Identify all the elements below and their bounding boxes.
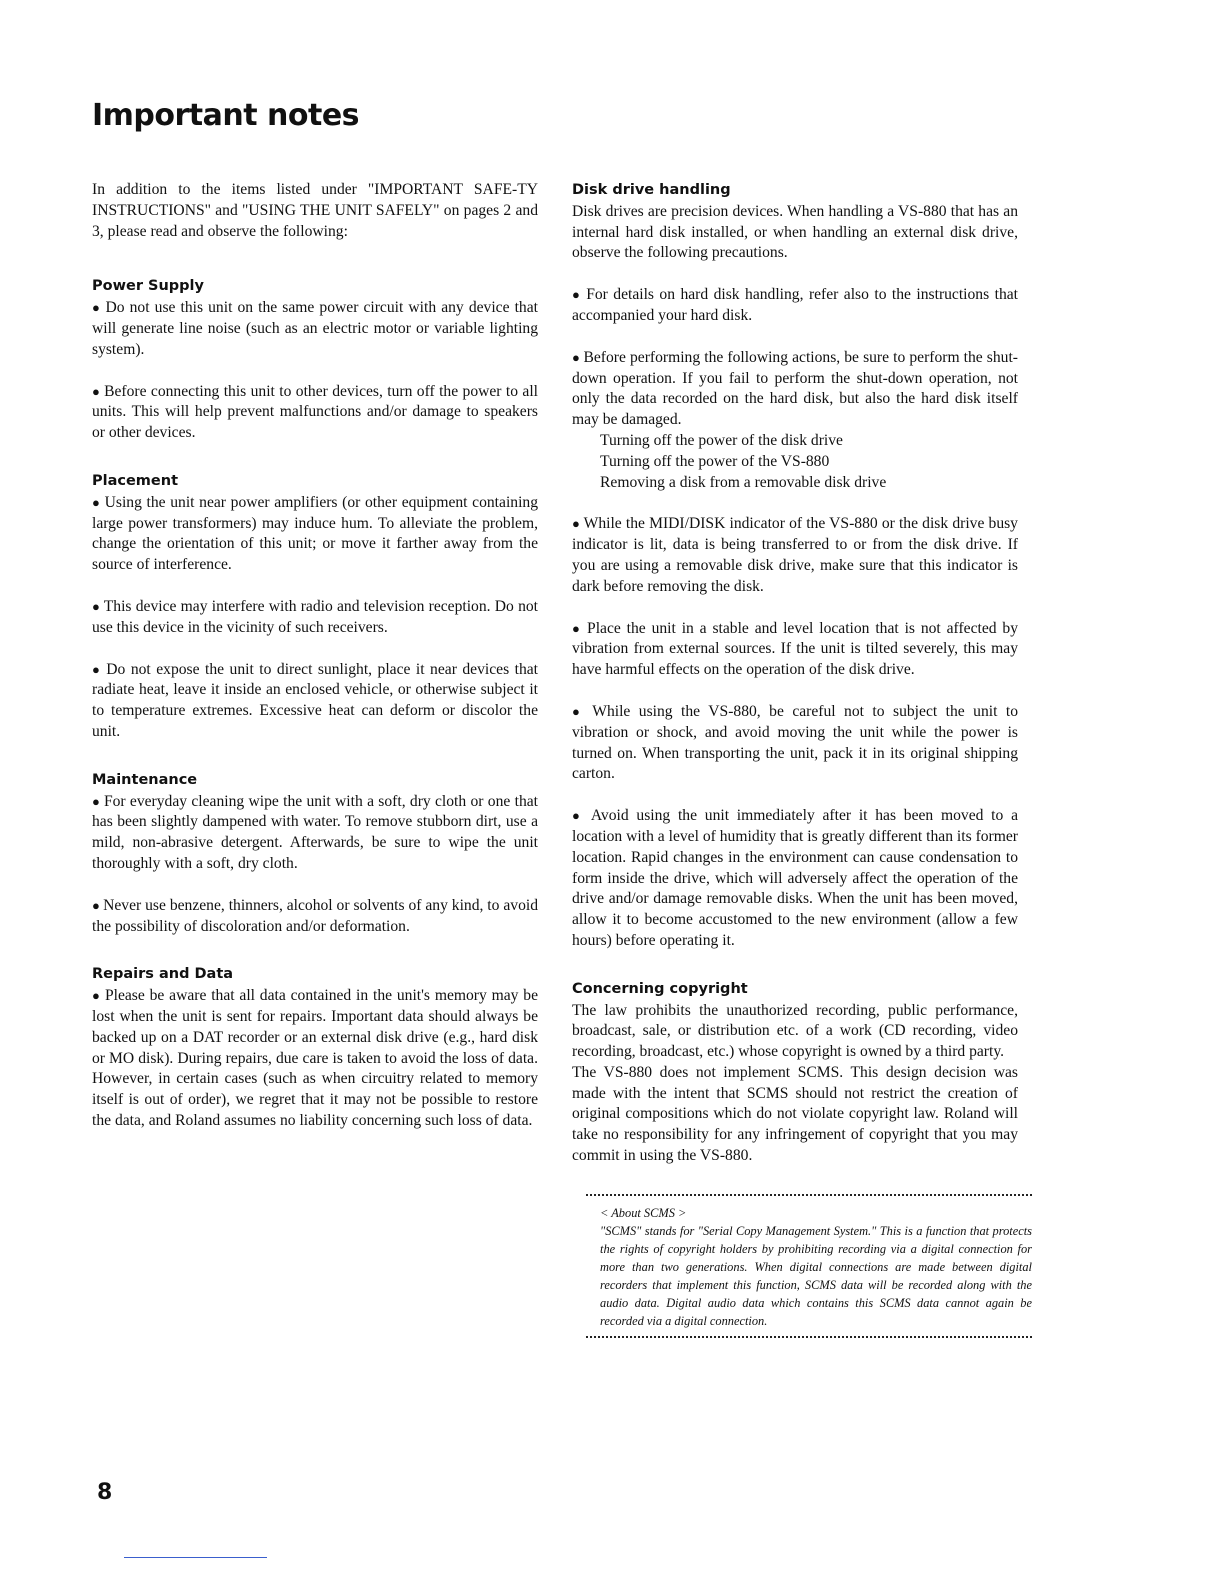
intro-paragraph: In addition to the items listed under "IMPORTANT SAFE-TY INSTRUCTIONS" and "USING THE UNIT SAFELY" on pages 2 and 3, please read and observe the following:: [92, 181, 538, 240]
section-maintenance: [92, 770, 538, 938]
page-number: 8: [97, 1480, 113, 1505]
bullet-paragraph: ● While the MIDI/DISK indicator of the VS-880 or the disk drive busy indicator is lit, data is being transferred to or from the disk drive. If you are using a removable disk drive, make sure that this indicator is dark before removing the disk.: [572, 514, 1018, 597]
scms-note-body: "SCMS" stands for "Serial Copy Management System." This is a function that protects the rights of copyright holders by prohibiting recording via a digital connection for more than two generations. When digital connections are made between digital recorders that implement this function, SCMS data will be recorded along with the audio data. Digital audio data which contains this SCMS data cannot again be recorded via a digital connection.: [600, 1223, 1032, 1328]
left-column: [92, 180, 538, 1159]
action-list: [572, 431, 1018, 493]
bullet-paragraph: ● Using the unit near power amplifiers (or other equipment containing large power transformers) may induce hum. To alleviate the problem, change the orientation of this unit; or move it farther away from the source of interference.: [92, 493, 538, 576]
bullet-paragraph: ● Do not use this unit on the same power circuit with any device that will generate line noise (such as an electric motor or variable lighting system).: [92, 298, 538, 360]
bullet-paragraph: ● Place the unit in a stable and level location that is not affected by vibration from external sources. If the unit is tilted severely, this may have harmful effects on the operation of the disk drive.: [572, 619, 1018, 681]
scms-note-box: [586, 1194, 1032, 1338]
disk-intro: Disk drives are precision devices. When handling a VS-880 that has an internal hard disk installed, or when handling an external disk drive, observe the following precautions.: [572, 202, 1018, 262]
bullet-paragraph: ● For everyday cleaning wipe the unit with a soft, dry cloth or one that has been slightly dampened with water. To remove stubborn dirt, use a mild, non-abrasive detergent. Afterwards, be sure to wipe the unit thoroughly with a soft, dry cloth.: [92, 792, 538, 875]
bullet-paragraph: ● Never use benzene, thinners, alcohol or solvents of any kind, to avoid the possibility of discoloration and/or deformation.: [92, 896, 538, 938]
bullet-paragraph: ● This device may interfere with radio and television reception. Do not use this device in the vicinity of such receivers.: [92, 597, 538, 639]
section-repairs-and-data: [92, 964, 538, 1131]
section-heading: Concerning copyright: [572, 980, 748, 997]
section-copyright: [572, 979, 1018, 1167]
bullet-paragraph: ● Avoid using the unit immediately after it has been moved to a location with a level of humidity that is greatly different than its former location. Rapid changes in the environment can cause condensation to form inside the drive, which will adversely affect the operation of the drive and/or damage removable disks. When the unit has been moved, allow it to become accustomed to the new environment (allow a few hours) before operating it.: [572, 806, 1018, 952]
copyright-paragraph: The VS-880 does not implement SCMS. This design decision was made with the intent that SCMS should not restrict the creation of original compositions which do not violate copyright law. Roland will take no responsibility for any infringement of copyright that you may commit in using the VS-880.: [572, 1063, 1018, 1165]
bullet-paragraph: ● Please be aware that all data contained in the unit's memory may be lost when the unit is sent for repairs. Important data should always be backed up on a DAT recorder or an external disk drive (e.g., hard disk or MO disk). During repairs, due care is taken to avoid the loss of data. However, in certain cases (such as when circuitry related to memory itself is out of order), we regret that it may not be possible to restore the data, and Roland assumes no liability concerning such loss of data.: [92, 986, 538, 1132]
section-disk-drive-handling: [572, 180, 1018, 952]
action-item: Turning off the power of the disk drive: [600, 431, 843, 449]
page-title: Important notes: [92, 98, 360, 133]
section-heading: Power Supply: [92, 278, 204, 295]
bullet-paragraph: ● For details on hard disk handling, refer also to the instructions that accompanied your hard disk.: [572, 285, 1018, 327]
scms-note-title: < About SCMS >: [600, 1205, 687, 1220]
bullet-paragraph: ● Do not expose the unit to direct sunlight, place it near devices that radiate heat, leave it inside an enclosed vehicle, or otherwise subject it to temperature extremes. Excessive heat can deform or discolor the unit.: [92, 660, 538, 743]
section-heading: Repairs and Data: [92, 966, 234, 983]
section-heading: Placement: [92, 472, 179, 489]
action-item: Removing a disk from a removable disk drive: [600, 473, 887, 491]
bullet-paragraph: ● Before connecting this unit to other devices, turn off the power to all units. This will help prevent malfunctions and/or damage to speakers or other devices.: [92, 382, 538, 444]
action-item: Turning off the power of the VS-880: [600, 452, 830, 470]
section-heading: Maintenance: [92, 771, 198, 788]
section-heading: Disk drive handling: [572, 182, 731, 198]
section-placement: [92, 471, 538, 743]
copyright-paragraph: The law prohibits the unauthorized recording, public performance, broadcast, sale, or distribution etc. of a work (CD recording, video recording, broadcast, etc.) whose copyright is owned by a third party.: [572, 1001, 1018, 1061]
section-power-supply: [92, 276, 538, 444]
bullet-paragraph: ● While using the VS-880, be careful not to subject the unit to vibration or shock, and avoid moving the unit while the power is turned on. When transporting the unit, pack it in its original shipping carton.: [572, 702, 1018, 785]
footer-rule: [124, 1557, 267, 1558]
bullet-paragraph: ● Before performing the following actions, be sure to perform the shut-down operation. If you fail to perform the shut-down operation, not only the data recorded on the hard disk, but also the hard disk itself may be damaged.: [572, 348, 1018, 431]
right-column: [572, 180, 1032, 1338]
